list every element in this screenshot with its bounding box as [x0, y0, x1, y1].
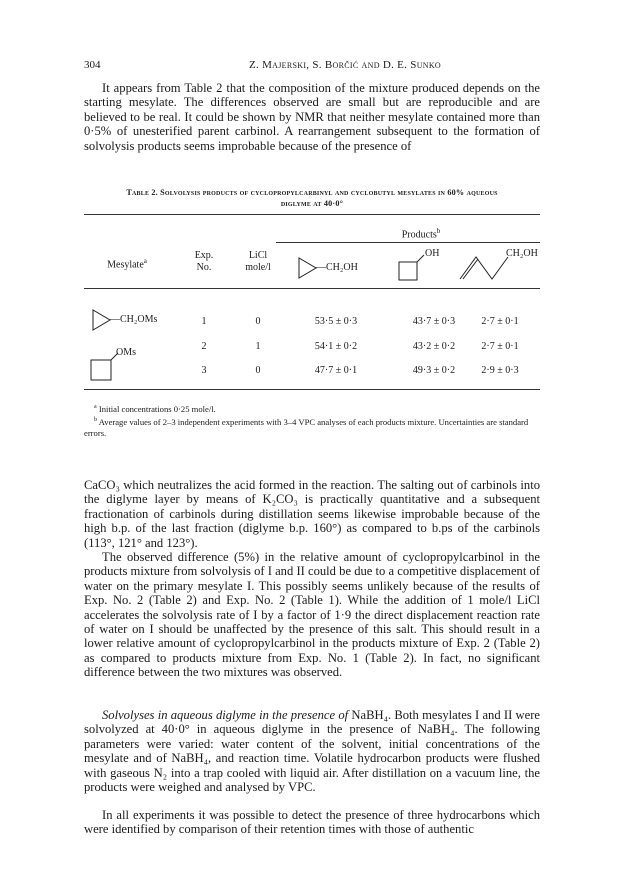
- table-caption: [84, 187, 540, 209]
- row1-licl: 0: [255, 316, 261, 327]
- row1-prod3: 2·7 ± 0·1: [481, 316, 519, 327]
- row2-mesylate-label: OMs: [116, 347, 137, 358]
- col-licl-header: LiCl mole/l: [245, 250, 271, 273]
- col-exp-header: Exp. No.: [194, 250, 214, 273]
- page-number: 304: [84, 59, 101, 71]
- table-bottom-rule: [84, 389, 540, 390]
- table-caption-line2: diglyme at 40·0°: [280, 199, 344, 208]
- cyclobutanol-ring-icon: [398, 255, 422, 281]
- row2-prod3: 2·7 ± 0·1: [481, 341, 519, 352]
- prod2-header-label: OH: [425, 248, 440, 259]
- row2-licl: 1: [255, 341, 261, 352]
- row3-licl: 0: [255, 365, 261, 376]
- paragraph-intro: It appears from Table 2 that the composition of the mixture produced depends on the starting mesylate. The differences observed are small but are reproducible and are believed to be real. It could be shown by NMR that neither mesylate contained more than 0·5% of unesterified parent carbinol. A rearrangement subsequent to the formation of solvolysis products seems improbable because of the presence of: [84, 81, 540, 153]
- row2-prod1: 54·1 ± 0·2: [314, 341, 358, 352]
- footnote-a: $^a$ Initial concentrations 0·25 mole/l.: [94, 403, 216, 414]
- row2-prod2: 43·2 ± 0·2: [412, 341, 456, 352]
- row1-mesylate-label: —CH₂OMs: [110, 314, 158, 325]
- paragraph-hydrocarbons: In all experiments it was possible to detect the presence of three hydrocarbons which were identified by comparison of their retention times with those of authentic: [84, 808, 540, 837]
- products-header: Products$^b$: [401, 227, 441, 241]
- paragraph-difference: The observed difference (5%) in the relative amount of cyclopropylcarbinol in the products mixture from solvolysis of I and II could be due to a competitive displacement of water on the primary mesylate I. This possibly seems unlikely because of the results of Exp. No. 2 (Table 2) and Exp. No. 2 (Table 1). While the addition of 1 mole/l LiCl accelerates the solvolysis rate of I by a factor of 1·9 the direct displacement reaction rate of water on I should be unaffected by the presence of this salt. This should result in a lower relative amount of cyclopropylcarbinol in the products mixture of Exp. 2 (Table 2) as compared to products mixture from Exp. No. 1 (Table 2). In fact, no significant difference between the two mixtures was observed.: [84, 550, 540, 680]
- paragraph-caco3: CaCO₃ which neutralizes the acid formed in the reaction. The salting out of carbinols into the diglyme layer by means of K₂CO₃ is practically quantitative and a subsequent fractionation of carbinols during distillation seems likewise improbable because of the high b.p. of the last fraction (diglyme b.p. 160°) as compared to b.ps of the carbinols (113°, 121° and 123°).: [84, 478, 540, 550]
- col-mesylate-header: Mesylate$^a$: [107, 257, 147, 271]
- cyclobutyl-ring-icon: [90, 350, 118, 380]
- cyclopropyl-ring-icon: [298, 257, 318, 279]
- paragraph-nabh4: [84, 708, 540, 794]
- row3-prod1: 47·7 ± 0·1: [314, 365, 358, 376]
- row1-prod2: 43·7 ± 0·3: [412, 316, 456, 327]
- table-caption-line1: Table 2. Solvolysis products of cyclopropylcarbinyl and cyclobutyl mesylates in 60% aqueous: [126, 188, 498, 197]
- table-top-rule: [84, 214, 540, 215]
- row1-prod1: 53·5 ± 0·3: [314, 316, 358, 327]
- row3-prod2: 49·3 ± 0·2: [412, 365, 456, 376]
- section-heading-italic: Solvolyses in aqueous diglyme in the presence of: [102, 708, 349, 722]
- prod3-header-label: CH₂OH: [506, 248, 538, 259]
- footnote-b: $^b$ Average values of 2–3 independent experiments with 3–4 VPC analyses of each products mixture. Uncertainties are standard errors.: [84, 416, 529, 438]
- prod1-header-label: —CH₂OH: [316, 262, 358, 273]
- running-header-authors: Z. Majerski, S. Borčić and D. E. Sunko: [248, 59, 442, 71]
- row2-exp: 2: [201, 341, 207, 352]
- row3-prod3: 2·9 ± 0·3: [481, 365, 519, 376]
- paragraph-nabh4-text: NaBH₄. Both mesylates I and II were solvolyzed at 40·0° in aqueous diglyme in the presence of NaBH₄. The following parameters were varied: water content of the solvent, initial concentrations of the mesylate and of NaBH₄, and reaction time. Volatile hydrocarbon products were flushed with gaseous N₂ into a trap cooled with liquid air. After distillation on a vacuum line, the products were weighed and analysed by VPC.: [84, 708, 541, 795]
- cyclopropylcarbinyl-ring-icon: [92, 309, 112, 331]
- row1-exp: 1: [201, 316, 207, 327]
- row3-exp: 3: [201, 365, 207, 376]
- table-header-rule: [84, 288, 540, 289]
- products-span-rule: [276, 242, 540, 243]
